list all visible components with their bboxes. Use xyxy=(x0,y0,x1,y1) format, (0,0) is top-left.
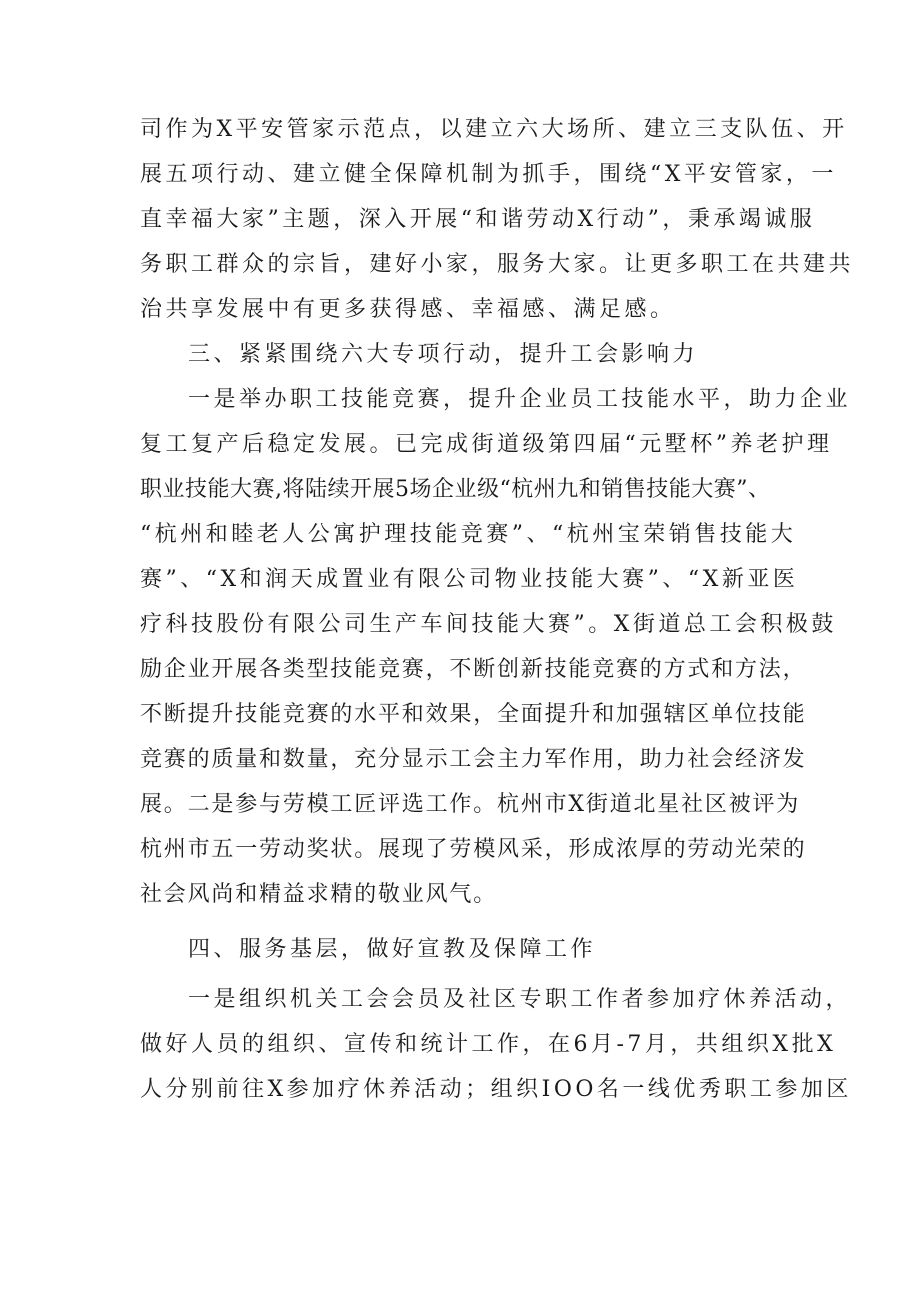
text-line: 人分别前往X参加疗休养活动；组织IOO名一线优秀职工参加区 xyxy=(140,1077,852,1102)
text-line: 不断提升技能竞赛的水平和效果，全面提升和加强辖区单位技能 xyxy=(140,702,807,727)
text-line: 司作为X平安管家示范点，以建立六大场所、建立三支队伍、开 xyxy=(140,117,848,142)
heading-line: 四、服务基层，做好宣教及保障工作 xyxy=(188,937,597,962)
text-line: 赛”、“X和润天成置业有限公司物业技能大赛”、“X新亚医 xyxy=(140,567,799,592)
text-line: 一是组织机关工会会员及社区专职工作者参加疗休养活动， xyxy=(188,987,852,1012)
text-line: 复工复产后稳定发展。已完成街道级第四届“元墅杯”养老护理 xyxy=(140,432,833,457)
text-line: 务职工群众的宗旨，建好小家，服务大家。让更多职工在共建共 xyxy=(140,252,855,277)
text-line: 直幸福大家”主题，深入开展“和谐劳动X行动”，秉承竭诚服 xyxy=(140,207,816,232)
text-line: 做好人员的组织、宣传和统计工作，在6月-7月，共组织X批X xyxy=(140,1032,837,1057)
text-line: 励企业开展各类型技能竞赛，不断创新技能竞赛的方式和方法， xyxy=(140,657,807,682)
text-line: 展。二是参与劳模工匠评选工作。杭州市X街道北星社区被评为 xyxy=(140,792,801,817)
text-line: 职业技能大赛,将陆续开展5场企业级“杭州九和销售技能大赛”、 xyxy=(140,477,771,502)
text-line: 治共享发展中有更多获得感、幸福感、满足感。 xyxy=(140,297,676,322)
text-line: 社会风尚和精益求精的敬业风气。 xyxy=(140,882,498,907)
text-line: 竞赛的质量和数量，充分显示工会主力军作用，助力社会经济发 xyxy=(140,747,807,772)
text-line: 展五项行动、建立健全保障机制为抓手，围绕“X平安管家，一 xyxy=(140,162,837,187)
heading-line: 三、紧紧围绕六大专项行动，提升工会影响力 xyxy=(188,342,699,367)
text-line: 一是举办职工技能竞赛，提升企业员工技能水平，助力企业 xyxy=(188,387,852,412)
text-line: 杭州市五一劳动奖状。展现了劳模风采，形成浓厚的劳动光荣的 xyxy=(140,837,807,862)
text-line: “杭州和睦老人公寓护理技能竞赛”、“杭州宝荣销售技能大 xyxy=(140,522,797,547)
text-line: 疗科技股份有限公司生产车间技能大赛”。X街道总工会积极鼓 xyxy=(140,612,837,637)
